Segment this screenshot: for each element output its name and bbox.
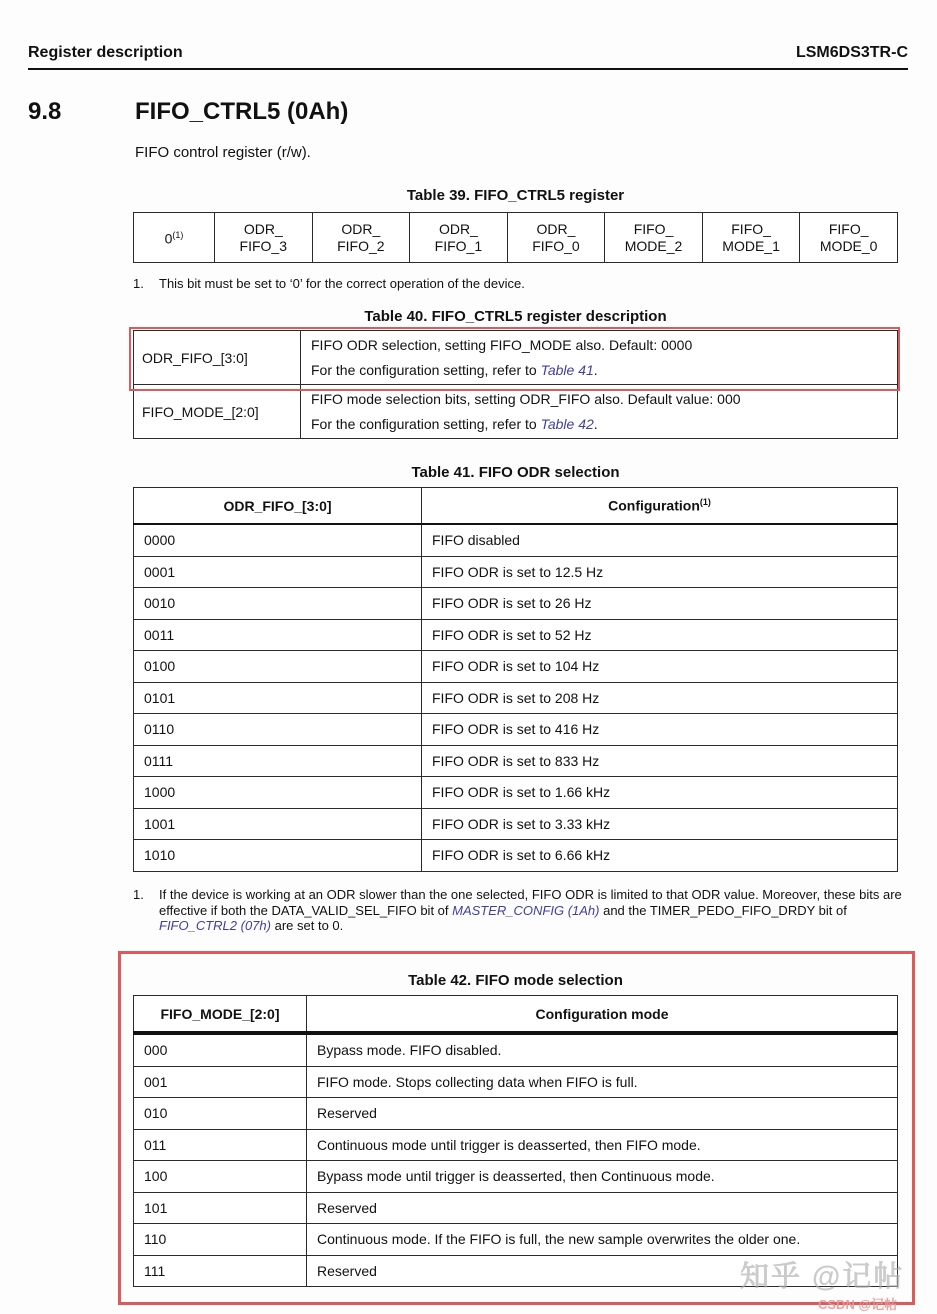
table-row bbox=[134, 840, 898, 872]
bits-cell: 0010 bbox=[134, 588, 422, 620]
table-row bbox=[134, 714, 898, 746]
desc-line: FIFO mode selection bits, setting ODR_FIFO also. Default value: 000 bbox=[311, 390, 741, 407]
config-cell: FIFO ODR is set to 26 Hz bbox=[422, 588, 898, 620]
bit-label: MODE_2 bbox=[624, 237, 683, 254]
header-text: Configuration bbox=[608, 497, 700, 514]
table-row bbox=[134, 1129, 898, 1161]
desc-text: For the configuration setting, refer to bbox=[311, 415, 541, 432]
master-config-link[interactable]: MASTER_CONFIG (1Ah) bbox=[452, 902, 600, 918]
bit-label: MODE_0 bbox=[819, 237, 878, 254]
bits-cell: 0100 bbox=[134, 651, 422, 683]
bit-value: 0 bbox=[164, 230, 173, 247]
config-cell: FIFO ODR is set to 12.5 Hz bbox=[422, 556, 898, 588]
desc-text: . bbox=[593, 361, 598, 378]
config-cell: FIFO ODR is set to 1.66 kHz bbox=[422, 777, 898, 809]
bit-label: FIFO_1 bbox=[434, 237, 483, 254]
bits-cell: 100 bbox=[134, 1161, 307, 1193]
column-header: ODR_FIFO_[3:0] bbox=[134, 488, 422, 525]
config-cell: FIFO ODR is set to 416 Hz bbox=[422, 714, 898, 746]
bits-cell: 0111 bbox=[134, 745, 422, 777]
bits-cell: 1000 bbox=[134, 777, 422, 809]
csdn-watermark: CSDN @记帖 bbox=[818, 1297, 898, 1312]
footnote-ref: (1) bbox=[699, 497, 711, 508]
header-rule bbox=[28, 68, 908, 70]
desc-text: For the configuration setting, refer to bbox=[311, 361, 541, 378]
bits-cell: 0000 bbox=[134, 524, 422, 556]
table-row bbox=[134, 524, 898, 556]
register-bit-cell bbox=[134, 213, 215, 263]
column-header bbox=[422, 488, 898, 525]
config-cell: FIFO ODR is set to 833 Hz bbox=[422, 745, 898, 777]
desc-line bbox=[311, 412, 896, 437]
config-cell: FIFO ODR is set to 3.33 kHz bbox=[422, 808, 898, 840]
column-header: Configuration mode bbox=[307, 996, 898, 1034]
config-cell: FIFO ODR is set to 104 Hz bbox=[422, 651, 898, 683]
bits-cell: 0001 bbox=[134, 556, 422, 588]
table-row bbox=[134, 1066, 898, 1098]
register-bit-cell bbox=[800, 213, 898, 263]
field-desc-cell bbox=[301, 385, 898, 439]
table-row bbox=[134, 213, 898, 263]
bit-label: ODR_ bbox=[536, 220, 576, 237]
config-cell: Bypass mode. FIFO disabled. bbox=[307, 1033, 898, 1066]
footnote-ref: (1) bbox=[172, 230, 184, 241]
config-cell: FIFO ODR is set to 208 Hz bbox=[422, 682, 898, 714]
table41-footnote bbox=[133, 887, 915, 934]
bits-cell: 000 bbox=[134, 1033, 307, 1066]
bits-cell: 001 bbox=[134, 1066, 307, 1098]
bit-label: ODR_ bbox=[341, 220, 381, 237]
bits-cell: 0101 bbox=[134, 682, 422, 714]
footnote-fragment: and the TIMER_PEDO_FIFO_DRDY bit of bbox=[599, 902, 847, 918]
footnote-text bbox=[159, 887, 915, 934]
footnote-number: 1. bbox=[133, 276, 144, 291]
column-header: FIFO_MODE_[2:0] bbox=[134, 996, 307, 1034]
config-cell: FIFO ODR is set to 6.66 kHz bbox=[422, 840, 898, 872]
footnote-fragment: are set to 0. bbox=[270, 918, 344, 933]
table42-title: Table 42. FIFO mode selection bbox=[408, 972, 623, 989]
table-row bbox=[134, 745, 898, 777]
table39-register-bits bbox=[133, 212, 898, 263]
config-cell: FIFO mode. Stops collecting data when FIFO is full. bbox=[307, 1066, 898, 1098]
desc-line: FIFO ODR selection, setting FIFO_MODE also. Default: 0000 bbox=[311, 336, 693, 353]
bit-label: ODR_ bbox=[438, 220, 478, 237]
table-row bbox=[134, 682, 898, 714]
register-bit-cell bbox=[215, 213, 313, 263]
config-cell: FIFO disabled bbox=[422, 524, 898, 556]
desc-text: . bbox=[593, 415, 598, 432]
config-cell: Continuous mode. If the FIFO is full, the new sample overwrites the older one. bbox=[307, 1224, 898, 1256]
table41-title: Table 41. FIFO ODR selection bbox=[411, 464, 620, 481]
table-row bbox=[134, 556, 898, 588]
section-title: FIFO_CTRL5 (0Ah) bbox=[135, 98, 349, 125]
bit-label: FIFO_ bbox=[828, 220, 869, 237]
running-header-right: LSM6DS3TR-C bbox=[795, 44, 908, 61]
footnote-fragment: If the device is working at an ODR slower than the one selected, FIFO ODR is limited to that ODR value. Moreover, these bits are effective if both the DATA_VALID_SEL_FIFO bit of bbox=[159, 887, 902, 918]
bit-label: FIFO_ bbox=[633, 220, 674, 237]
register-bit-cell bbox=[702, 213, 800, 263]
footnote-number: 1. bbox=[133, 887, 144, 902]
register-bit-cell bbox=[605, 213, 703, 263]
bit-label: FIFO_0 bbox=[532, 237, 580, 254]
fifo-ctrl2-link[interactable]: FIFO_CTRL2 (07h) bbox=[159, 918, 271, 933]
config-cell: Reserved bbox=[307, 1255, 898, 1287]
bit-label: MODE_1 bbox=[722, 237, 780, 254]
bits-cell: 0011 bbox=[134, 619, 422, 651]
config-cell: Reserved bbox=[307, 1192, 898, 1224]
bit-label: ODR_ bbox=[243, 220, 283, 237]
table-row bbox=[134, 331, 898, 385]
bits-cell: 1001 bbox=[134, 808, 422, 840]
table-header-row bbox=[134, 488, 898, 525]
bit-label: FIFO_ bbox=[731, 220, 771, 237]
running-header-left: Register description bbox=[28, 44, 183, 61]
bit-label: FIFO_2 bbox=[337, 237, 385, 254]
table-row bbox=[134, 808, 898, 840]
table-header-row bbox=[134, 996, 898, 1034]
table41-link[interactable]: Table 41 bbox=[540, 361, 594, 378]
footnote-text: This bit must be set to ‘0’ for the correct operation of the device. bbox=[159, 276, 525, 291]
bits-cell: 010 bbox=[134, 1098, 307, 1130]
zhihu-watermark: 知乎 @记帖 bbox=[740, 1261, 905, 1293]
table39-footnote bbox=[133, 276, 908, 292]
config-cell: FIFO ODR is set to 52 Hz bbox=[422, 619, 898, 651]
bits-cell: 0110 bbox=[134, 714, 422, 746]
table-row bbox=[134, 1098, 898, 1130]
bits-cell: 101 bbox=[134, 1192, 307, 1224]
register-bit-cell bbox=[312, 213, 410, 263]
table41-fifo-odr-selection bbox=[133, 487, 898, 872]
table42-link[interactable]: Table 42 bbox=[540, 415, 594, 432]
table-row bbox=[134, 619, 898, 651]
config-cell: Continuous mode until trigger is deasserted, then FIFO mode. bbox=[307, 1129, 898, 1161]
table-row bbox=[134, 1192, 898, 1224]
table-row bbox=[134, 777, 898, 809]
bits-cell: 011 bbox=[134, 1129, 307, 1161]
bit-label: FIFO_3 bbox=[239, 237, 288, 254]
table40-register-description bbox=[133, 330, 898, 439]
field-name-cell: ODR_FIFO_[3:0] bbox=[134, 331, 301, 385]
table-row bbox=[134, 588, 898, 620]
table-row bbox=[134, 385, 898, 439]
field-name-cell: FIFO_MODE_[2:0] bbox=[134, 385, 301, 439]
section-subtitle: FIFO control register (r/w). bbox=[135, 144, 311, 161]
register-bit-cell bbox=[507, 213, 605, 263]
table39-title: Table 39. FIFO_CTRL5 register bbox=[406, 187, 625, 204]
table40-title: Table 40. FIFO_CTRL5 register description bbox=[364, 308, 667, 325]
table-row bbox=[134, 1161, 898, 1193]
bits-cell: 110 bbox=[134, 1224, 307, 1256]
table-row bbox=[134, 1224, 898, 1256]
table-row bbox=[134, 651, 898, 683]
config-cell: Bypass mode until trigger is deasserted, then Continuous mode. bbox=[307, 1161, 898, 1193]
field-desc-cell bbox=[301, 331, 898, 385]
config-cell: Reserved bbox=[307, 1098, 898, 1130]
table-row bbox=[134, 1033, 898, 1066]
desc-line bbox=[311, 358, 896, 383]
bits-cell: 1010 bbox=[134, 840, 422, 872]
bits-cell: 111 bbox=[134, 1255, 307, 1287]
section-number: 9.8 bbox=[28, 98, 62, 125]
table42-fifo-mode-selection bbox=[133, 995, 898, 1287]
register-bit-cell bbox=[410, 213, 508, 263]
